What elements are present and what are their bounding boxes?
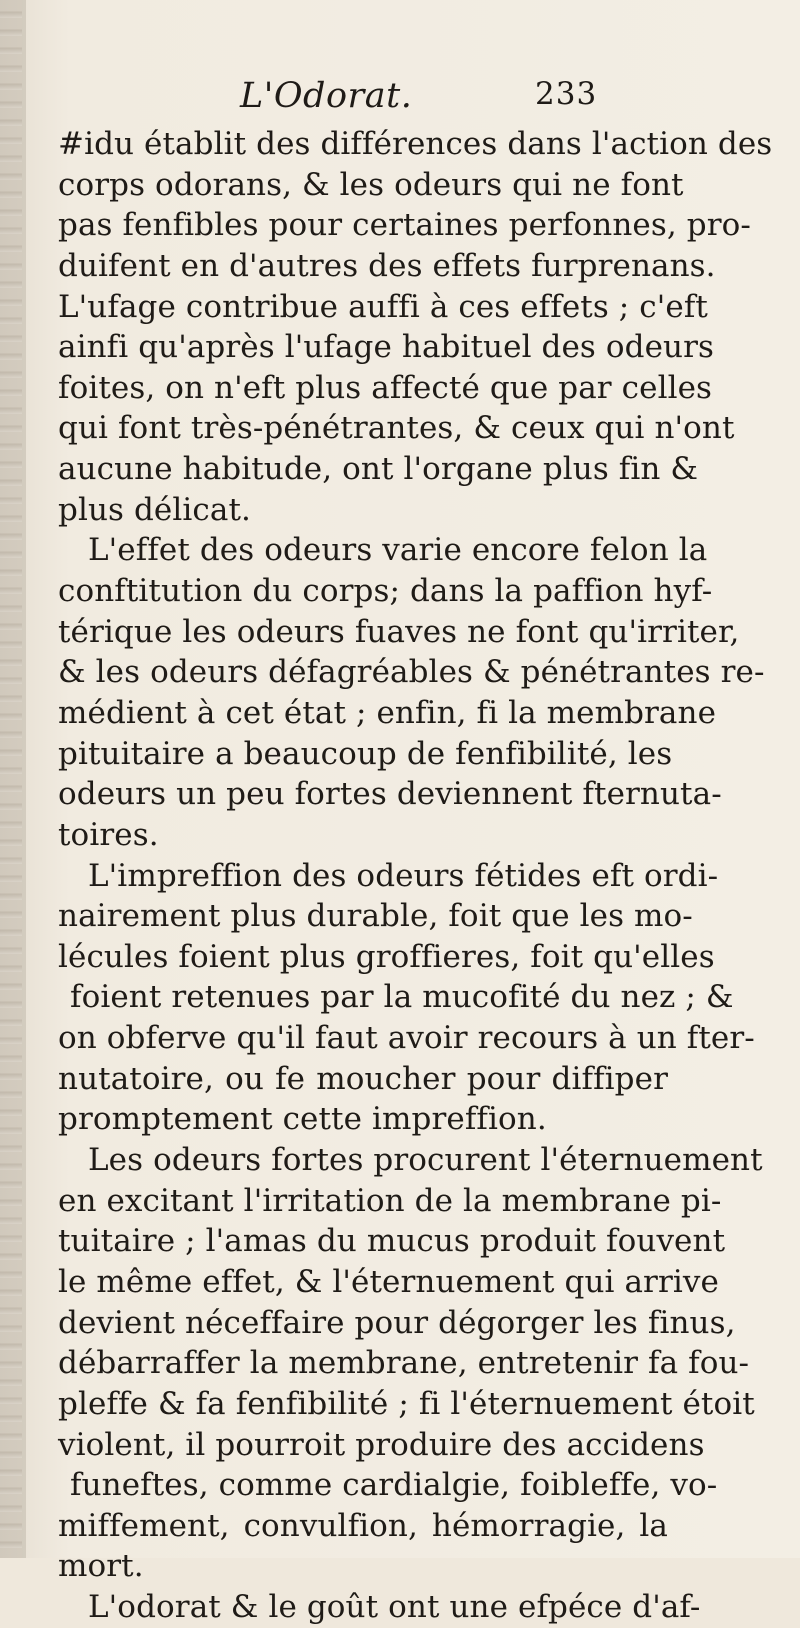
text-line: L'effet des odeurs varie encore felon la	[88, 532, 708, 569]
body-text	[58, 124, 773, 1628]
text-line: funeftes, comme cardialgie, foibleffe, vo-	[70, 1467, 718, 1504]
text-line: en excitant l'irritation de la membrane pi-	[58, 1182, 722, 1219]
text-line: foient retenues par la mucofité du nez ; &	[70, 979, 734, 1016]
text-line: conftitution du corps; dans la paffion hyf-	[58, 573, 713, 610]
text-line: nairement plus durable, foit que les mo-	[58, 898, 693, 935]
text-line: tuitaire ; l'amas du mucus produit fouvent	[58, 1223, 726, 1260]
text-line: térique les odeurs fuaves ne font qu'irriter,	[58, 613, 740, 650]
text-line: & les odeurs défagréables & pénétrantes re-	[58, 654, 765, 691]
text-line: promptement cette impreffion.	[58, 1101, 547, 1138]
text-line: violent, il pourroit produire des accidens	[58, 1426, 705, 1463]
binding-gutter	[0, 0, 22, 1558]
text-line: pas fenfibles pour certaines perfonnes, pro-	[58, 207, 751, 244]
text-line: aucune habitude, ont l'organe plus fin &	[58, 451, 699, 488]
running-head	[60, 76, 660, 126]
text-line: médient à cet état ; enfin, fi la membrane	[58, 694, 717, 731]
text-line: mort.	[58, 1548, 144, 1585]
text-line: L'odorat & le goût ont une efpéce d'af-	[88, 1589, 701, 1626]
text-line: lécules foient plus groffieres, foit qu'elles	[58, 938, 715, 975]
text-line: odeurs un peu fortes deviennent fternuta-	[58, 776, 722, 813]
text-line: #idu établit des différences dans l'action des	[58, 126, 773, 162]
text-line: Les odeurs fortes procurent l'éternuement	[88, 1142, 763, 1179]
text-line: L'ufage contribue auffi à ces effets ; c'eft	[58, 288, 708, 325]
text-line: foites, on n'eft plus affecté que par celles	[58, 369, 713, 406]
text-line: L'impreffion des odeurs fétides eft ordi-	[88, 857, 719, 894]
text-line: devient néceffaire pour dégorger les finus,	[58, 1304, 736, 1341]
text-line: toires.	[58, 816, 159, 853]
text-line: on obferve qu'il faut avoir recours à un fter-	[58, 1020, 755, 1057]
text-line: duifent en d'autres des effets furprenans.	[58, 247, 716, 284]
text-line: corps odorans, & les odeurs qui ne font	[58, 166, 684, 203]
text-line: ainfi qu'après l'ufage habituel des odeurs	[58, 329, 715, 366]
text-line: miffement, convulfion, hémorragie, la	[58, 1507, 668, 1544]
binding-edge	[22, 0, 26, 1558]
text-line: plus délicat.	[58, 491, 251, 528]
text-line: le même effet, & l'éternuement qui arrive	[58, 1263, 719, 1300]
text-line: débarraffer la membrane, entretenir fa fou-	[58, 1345, 750, 1382]
text-line: qui font très-pénétrantes, & ceux qui n'ont	[58, 410, 735, 447]
text-line: pleffe & fa fenfibilité ; fi l'éternuement étoit	[58, 1385, 755, 1422]
page-number: 233	[535, 76, 598, 112]
text-line: nutatoire, ou fe moucher pour diffiper	[58, 1060, 668, 1097]
page-title: L'Odorat.	[240, 76, 413, 116]
text-line: pituitaire a beaucoup de fenfibilité, les	[58, 735, 673, 772]
